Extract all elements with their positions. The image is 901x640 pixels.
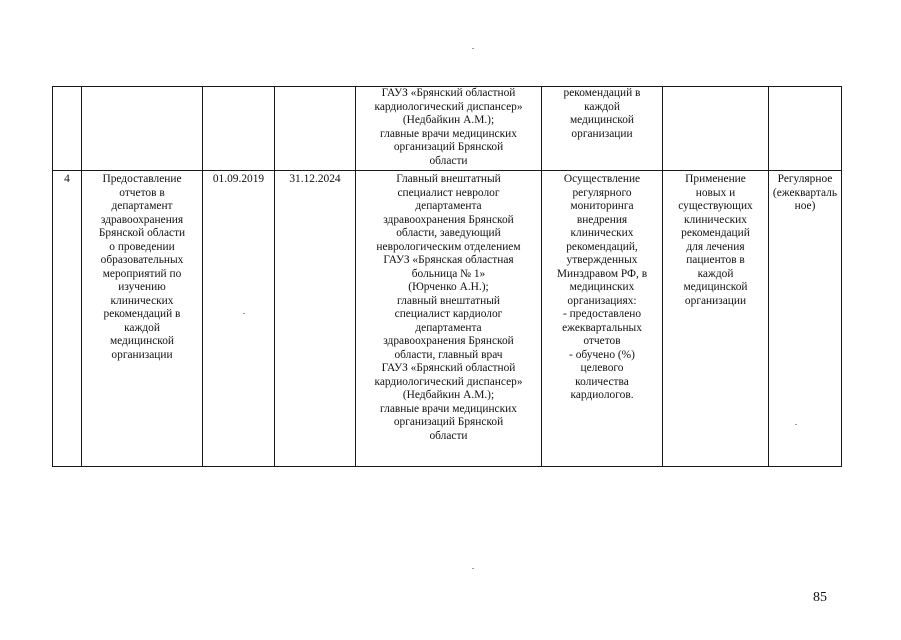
cell-regularity <box>769 87 842 171</box>
cell-result: Применение новых и существующих клинических рекомендаций для лечения пациентов в каждой медицинской организации <box>663 171 769 467</box>
scan-speck <box>472 48 474 49</box>
table-row <box>53 171 842 467</box>
cell-end-date <box>275 87 356 171</box>
page-number: 85 <box>813 590 827 605</box>
cell-event: Предоставление отчетов в департамент здравоохранения Брянской области о проведении образовательных мероприятий по изучению клинических рекомендаций в каждой медицинской организации <box>82 171 203 467</box>
cell-indicator: рекомендаций в каждой медицинской организации <box>542 87 663 171</box>
cell-regularity: Регулярное (ежекварталь ное) <box>769 171 842 467</box>
scan-speck <box>243 313 245 314</box>
cell-end-date: 31.12.2024 <box>275 171 356 467</box>
cell-start-date <box>203 87 275 171</box>
scan-speck <box>795 424 797 425</box>
plan-table <box>52 86 842 467</box>
scan-speck <box>472 568 474 569</box>
cell-responsible: Главный внештатный специалист невролог департамента здравоохранения Брянской области, заведующий неврологическим отделением ГАУЗ «Брянская областная больница № 1» (Юрченко А.Н.); главный внештатный специалист кардиолог департамента здравоохранения Брянской области, главный врач ГАУЗ «Брянский областной кардиологический диспансер» (Недбайкин А.М.); главные врачи медицинских организаций Брянской области <box>356 171 542 467</box>
cell-responsible: ГАУЗ «Брянский областной кардиологический диспансер» (Недбайкин А.М.); главные врачи медицинских организаций Брянской области <box>356 87 542 171</box>
cell-start-date: 01.09.2019 <box>203 171 275 467</box>
cell-result <box>663 87 769 171</box>
table-row <box>53 87 842 171</box>
cell-number <box>53 87 82 171</box>
cell-indicator: Осуществление регулярного мониторинга внедрения клинических рекомендаций, утвержденных Минздравом РФ, в медицинских организациях: - предоставлено ежеквартальных отчетов - обучено (%) целевого количества кардиологов. <box>542 171 663 467</box>
cell-event <box>82 87 203 171</box>
cell-number: 4 <box>53 171 82 467</box>
